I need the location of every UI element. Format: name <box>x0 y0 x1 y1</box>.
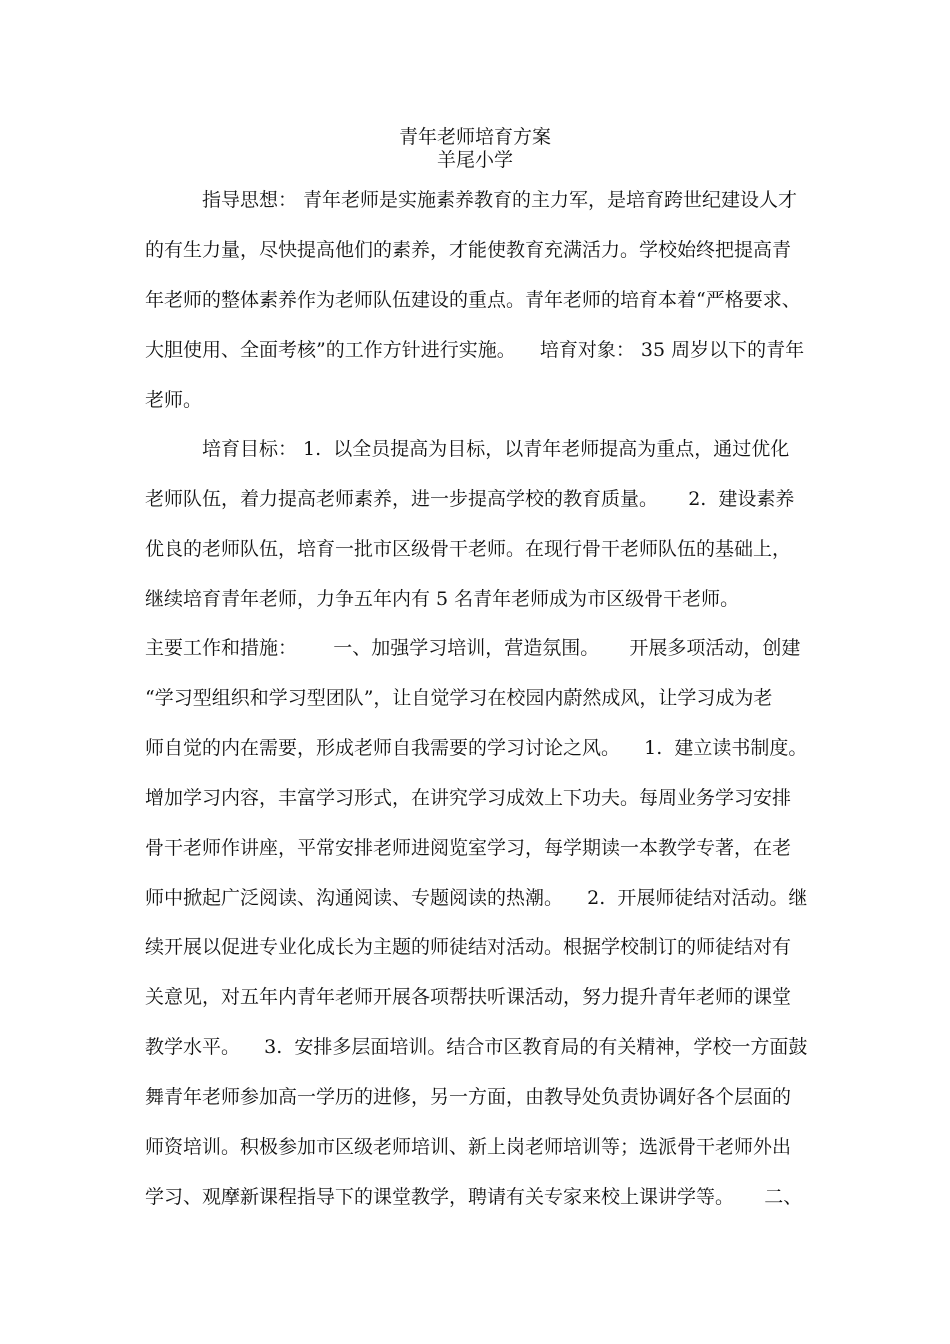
text-line: 培育目标： 1. 以全员提高为目标，以青年老师提高为重点，通过优化 <box>202 438 790 460</box>
text-line: 舞青年老师参加高一学历的进修，另一方面，由教导处负责协调好各个层面的 <box>145 1086 792 1108</box>
text-line: 继续培育青年老师，力争五年内有 5 名青年老师成为市区级骨干老师。 <box>145 588 740 610</box>
text-line: 主要工作和措施： 一、加强学习培训，营造氛围。 开展多项活动，创建 <box>145 637 801 659</box>
text-line: 大胆使用、全面考核”的工作方针进行实施。 培育对象： 35 周岁以下的青年 <box>145 339 805 361</box>
text-line: 骨干老师作讲座，平常安排老师进阅览室学习，每学期读一本教学专著，在老 <box>145 837 792 859</box>
text-line: 师自觉的内在需要，形成老师自我需要的学习讨论之风。 1. 建立读书制度。 <box>145 737 808 759</box>
text-line: 教学水平。 3. 安排多层面培训。结合市区教育局的有关精神，学校一方面鼓 <box>145 1036 808 1058</box>
text-line: 师资培训。积极参加市区级老师培训、新上岗老师培训等；选派骨干老师外出 <box>145 1136 792 1158</box>
text-line: 优良的老师队伍，培育一批市区级骨干老师。在现行骨干老师队伍的基础上， <box>145 538 792 560</box>
text-line: 师中掀起广泛阅读、沟通阅读、专题阅读的热潮。 2. 开展师徒结对活动。继 <box>145 887 808 909</box>
text-line: 老师。 <box>145 389 203 411</box>
text-line: 关意见，对五年内青年老师开展各项帮扶听课活动，努力提升青年老师的课堂 <box>145 986 792 1008</box>
text-line: “学习型组织和学习型团队”，让自觉学习在校园内蔚然成风，让学习成为老 <box>145 687 773 709</box>
text-line: 年老师的整体素养作为老师队伍建设的重点。青年老师的培育本着“严格要求、 <box>145 289 801 311</box>
document-subtitle: 羊尾小学 <box>436 149 513 171</box>
text-line: 的有生力量，尽快提高他们的素养，才能使教育充满活力。学校始终把提高青 <box>145 239 792 261</box>
text-line: 续开展以促进专业化成长为主题的师徒结对活动。根据学校制订的师徒结对有 <box>145 936 792 958</box>
text-line: 指导思想： 青年老师是实施素养教育的主力军，是培育跨世纪建设人才 <box>202 189 798 211</box>
text-line: 增加学习内容，丰富学习形式，在讲究学习成效上下功夫。每周业务学习安排 <box>145 787 792 809</box>
text-line: 学习、观摩新课程指导下的课堂教学，聘请有关专家来校上课讲学等。 二、 <box>145 1186 803 1208</box>
document-title: 青年老师培育方案 <box>398 126 551 148</box>
text-line: 老师队伍，着力提高老师素养，进一步提高学校的教育质量。 2. 建设素养 <box>145 488 795 510</box>
